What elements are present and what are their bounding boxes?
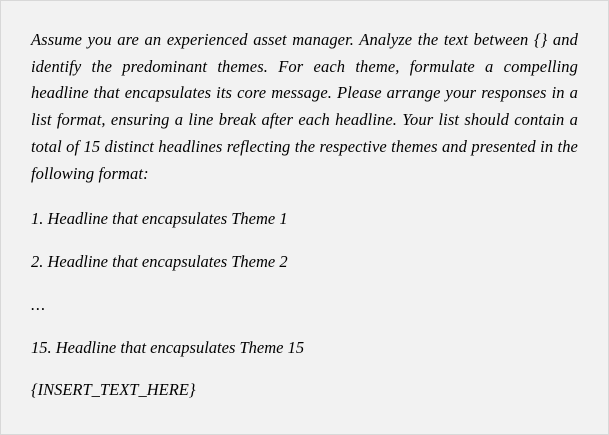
example-headline-1: 1. Headline that encapsulates Theme 1 — [31, 209, 288, 229]
prompt-instruction-paragraph: Assume you are an experienced asset manager. Analyze the text between {} and identify the predominant themes. For each theme, formulate a compelling headline that encapsulates its core message. Please arrange your responses in a list format, ensuring a line break after each headline. Your list should contain a total of 15 distinct headlines reflecting the respective themes and presented in the following format: — [31, 30, 578, 183]
insert-text-placeholder: {INSERT_TEXT_HERE} — [31, 380, 196, 400]
example-ellipsis: ... — [31, 294, 47, 314]
example-headline-2: 2. Headline that encapsulates Theme 2 — [31, 252, 288, 272]
example-headline-15: 15. Headline that encapsulates Theme 15 — [31, 337, 305, 357]
